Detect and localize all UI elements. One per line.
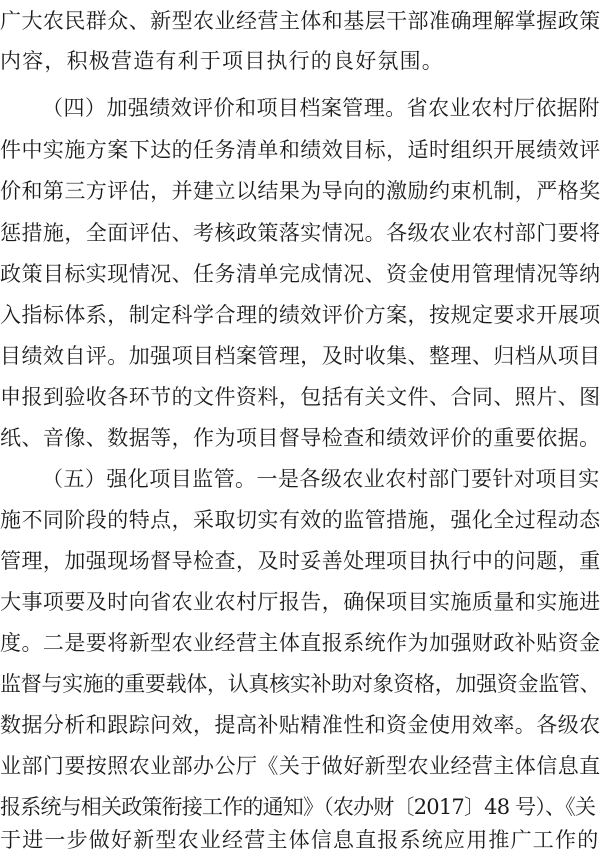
text-line: 申报到验收各环节的文件资料，包括有关文件、合同、照片、图 — [0, 385, 601, 409]
text-line: 监督与实施的重要载体，认真核实补助对象资格，加强资金监管、 — [0, 672, 601, 696]
text-line: 报系统与相关政策衔接工作的通知》（农办财〔2017〕48 号）、《关 — [0, 795, 596, 819]
text-line: 纸、音像、数据等，作为项目督导检查和绩效评价的重要依据。 — [0, 426, 601, 450]
text-line: 惩措施，全面评估、考核政策落实情况。各级农业农村部门要将 — [0, 221, 601, 245]
text-line: 入指标体系，制定科学合理的绩效评价方案，按规定要求开展项 — [0, 303, 601, 327]
text-line: 件中实施方案下达的任务清单和绩效目标，适时组织开展绩效评 — [0, 138, 601, 162]
text-line: 政策目标实现情况、任务清单完成情况、资金使用管理情况等纳 — [0, 262, 601, 286]
text-line: 数据分析和跟踪问效，提高补贴精准性和资金使用效率。各级农 — [0, 713, 601, 737]
text-line: 管理，加强现场督导检查，及时妥善处理项目执行中的问题，重 — [0, 549, 601, 573]
text-line: 于进一步做好新型农业经营主体信息直报系统应用推广工作的 — [0, 828, 600, 852]
text-line: 度。二是要将新型农业经营主体直报系统作为加强财政补贴资金 — [0, 631, 601, 655]
text-line: 施不同阶段的特点，采取切实有效的监管措施，强化全过程动态 — [0, 508, 601, 532]
text-line: 目绩效自评。加强项目档案管理，及时收集、整理、归档从项目 — [0, 344, 601, 368]
text-line: 内容，积极营造有利于项目执行的良好氛围。 — [0, 49, 444, 73]
text-line: 大事项要及时向省农业农村厅报告，确保项目实施质量和实施进 — [0, 590, 601, 614]
section-heading-line: （五）强化项目监管。一是各级农业农村部门要针对项目实 — [42, 467, 600, 491]
section-heading-line: （四）加强绩效评价和项目档案管理。省农业农村厅依据附 — [42, 96, 600, 120]
text-line: 价和第三方评估，并建立以结果为导向的激励约束机制，严格奖 — [0, 179, 601, 203]
text-line: 业部门要按照农业部办公厅《关于做好新型农业经营主体信息直 — [0, 754, 601, 778]
text-line: 广大农民群众、新型农业经营主体和基层干部准确理解掌握政策 — [0, 9, 601, 33]
